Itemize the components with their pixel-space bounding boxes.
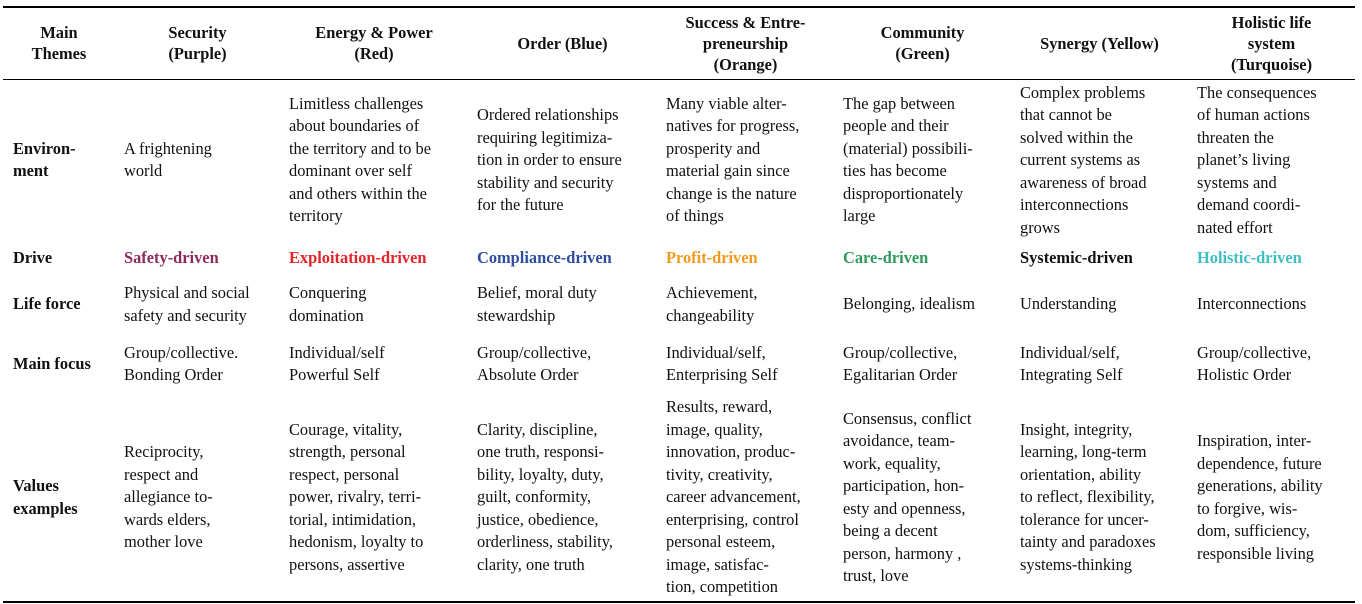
cell-line: (Turquoise) [1230, 54, 1313, 74]
cell-line: the territory and to be [289, 138, 432, 158]
row-label-drive [3, 241, 115, 275]
cell-line: trust, love [843, 566, 909, 585]
cell-line: clarity, one truth [477, 554, 585, 574]
cell-drive-energy [280, 241, 468, 275]
cell-line: (Red) [354, 44, 394, 64]
cell-line: The gap between [843, 93, 955, 113]
cell-line: career advancement, [666, 487, 801, 507]
header-order [468, 7, 657, 79]
cell-line: disproportionately [843, 183, 964, 203]
cell-main-focus-community [834, 334, 1011, 394]
cell-line: Reciprocity, [124, 442, 204, 462]
cell-main-focus-holistic [1188, 334, 1355, 394]
cell-line: Limitless challenges [289, 93, 424, 113]
cell-line: Success & Entre- [685, 12, 806, 32]
cell-environment-holistic [1188, 79, 1355, 241]
header-community [834, 7, 1011, 79]
cell-line: domination [289, 305, 364, 325]
row-label-life-force [3, 275, 115, 334]
cell-line: Bonding Order [124, 365, 223, 384]
cell-values-energy [280, 394, 468, 602]
cell-life-force-synergy [1011, 275, 1188, 334]
cell-line: strength, personal [289, 442, 406, 462]
cell-line: responsible living [1197, 543, 1314, 563]
cell-line: systems and [1197, 172, 1277, 192]
row-values [3, 394, 1355, 602]
cell-line: prosperity and [666, 138, 761, 158]
cell-line: respect, personal [289, 464, 400, 484]
cell-line: torial, intimidation, [289, 509, 417, 529]
cell-line: Themes [31, 44, 87, 64]
cell-line: Group/collective, [477, 342, 592, 362]
cell-line: nated effort [1197, 217, 1273, 237]
cell-line: persons, assertive [289, 554, 405, 574]
cell-line: Profit-driven [666, 247, 758, 267]
cell-line: (Green) [895, 44, 950, 64]
cell-line: guilt, conformity, [477, 487, 592, 507]
cell-line: solved within the [1020, 127, 1133, 147]
cell-line: Order (Blue) [517, 33, 608, 53]
cell-line: Individual/self, [666, 342, 766, 362]
cell-line: being a decent [843, 521, 938, 540]
cell-line: Enterprising Self [666, 365, 778, 384]
cell-line: preneurship [702, 33, 789, 53]
cell-line: Holistic life [1231, 12, 1312, 32]
cell-line: one truth, responsi- [477, 442, 605, 462]
cell-line: Energy & Power [315, 23, 433, 43]
cell-line: Group/collective. [124, 342, 239, 362]
cell-line: Care-driven [843, 247, 929, 267]
cell-line: Integrating Self [1020, 365, 1123, 384]
cell-line: Main focus [13, 353, 91, 373]
cell-values-security [115, 394, 280, 602]
cell-line: (Orange) [713, 54, 778, 74]
cell-line: material gain since [666, 161, 790, 181]
cell-line: large [843, 206, 876, 226]
cell-main-focus-order [468, 334, 657, 394]
cell-line: threaten the [1197, 127, 1274, 147]
cell-line: tainty and paradoxes [1020, 532, 1156, 552]
cell-line: Results, reward, [666, 397, 773, 417]
row-label-values [3, 394, 115, 602]
cell-line: hedonism, loyalty to [289, 532, 424, 552]
cell-line: people and their [843, 116, 949, 136]
themes-table-wrapper [3, 6, 1355, 603]
header-main-themes [3, 7, 115, 79]
cell-line: Safety-driven [124, 247, 219, 267]
cell-line: examples [13, 498, 78, 518]
cell-line: Drive [13, 247, 53, 267]
cell-line: current systems as [1020, 150, 1141, 169]
cell-line: power, rivalry, terri- [289, 487, 422, 507]
cell-line: interconnections [1020, 195, 1129, 214]
cell-line: tivity, creativity, [666, 464, 773, 484]
cell-environment-security [115, 79, 280, 241]
cell-main-focus-energy [280, 334, 468, 394]
cell-line: Synergy (Yellow) [1040, 33, 1159, 53]
cell-line: Life force [13, 294, 81, 314]
header-energy-power [280, 7, 468, 79]
cell-drive-holistic [1188, 241, 1355, 275]
cell-values-holistic [1188, 394, 1355, 602]
cell-line: Courage, vitality, [289, 419, 403, 439]
cell-drive-order [468, 241, 657, 275]
cell-line: system [1247, 33, 1296, 53]
cell-life-force-community [834, 275, 1011, 334]
cell-line: tion in order to ensure [477, 150, 622, 169]
cell-line: change is the nature [666, 183, 797, 203]
cell-line: Egalitarian Order [843, 365, 958, 384]
cell-line: Individual/self [289, 342, 385, 362]
cell-line: Systemic-driven [1020, 247, 1133, 267]
cell-line: Exploitation-driven [289, 247, 427, 267]
cell-life-force-success [657, 275, 834, 334]
cell-line: grows [1020, 217, 1061, 237]
cell-line: Group/collective, [843, 342, 958, 362]
cell-line: wards elders, [124, 509, 211, 529]
row-label-environment [3, 79, 115, 241]
cell-environment-order [468, 79, 657, 241]
cell-line: allegiance to- [124, 487, 213, 507]
cell-drive-synergy [1011, 241, 1188, 275]
cell-line: respect and [124, 464, 199, 484]
cell-line: Holistic-driven [1197, 247, 1302, 267]
cell-line: image, quality, [666, 419, 763, 439]
cell-line: Belonging, idealism [843, 294, 976, 314]
cell-line: Holistic Order [1197, 365, 1292, 384]
cell-line: Physical and social [124, 283, 250, 302]
cell-life-force-order [468, 275, 657, 334]
header-security [115, 7, 280, 79]
value-systems-table [3, 6, 1355, 603]
cell-line: Interconnections [1197, 294, 1307, 314]
cell-line: tion, competition [666, 577, 778, 597]
cell-values-community [834, 394, 1011, 602]
cell-drive-security [115, 241, 280, 275]
row-main-focus [3, 334, 1355, 394]
cell-line: orientation, ability [1020, 464, 1142, 484]
cell-line: Clarity, discipline, [477, 419, 598, 439]
cell-environment-community [834, 79, 1011, 241]
cell-line: world [124, 161, 163, 181]
header-holistic [1188, 7, 1355, 79]
cell-line: A frightening [124, 138, 212, 158]
row-label-main-focus [3, 334, 115, 394]
cell-line: of things [666, 206, 724, 226]
cell-line: awareness of broad [1020, 172, 1147, 192]
cell-line: person, harmony , [843, 543, 962, 563]
cell-line: generations, ability [1197, 476, 1323, 495]
cell-line: (Purple) [168, 44, 227, 64]
cell-line: Values [13, 476, 59, 495]
cell-line: dependence, future [1197, 453, 1322, 473]
cell-line: enterprising, control [666, 509, 799, 529]
cell-line: Understanding [1020, 294, 1117, 314]
cell-line: mother love [124, 532, 203, 552]
cell-line: image, satisfac- [666, 554, 769, 574]
cell-drive-community [834, 241, 1011, 275]
cell-line: and others within the [289, 183, 427, 203]
cell-line: Complex problems [1020, 82, 1146, 102]
cell-line: tolerance for uncer- [1020, 509, 1149, 529]
cell-line: innovation, produc- [666, 442, 796, 462]
cell-line: Powerful Self [289, 365, 380, 384]
cell-line: Inspiration, inter- [1197, 431, 1312, 450]
cell-drive-success [657, 241, 834, 275]
cell-line: bility, loyalty, duty, [477, 464, 604, 484]
cell-line: learning, long-term [1020, 442, 1147, 462]
cell-line: (material) possibili- [843, 138, 973, 158]
cell-line: stewardship [477, 305, 556, 325]
cell-main-focus-security [115, 334, 280, 394]
cell-line: to reflect, flexibility, [1020, 487, 1155, 507]
cell-line: demand coordi- [1197, 195, 1301, 214]
cell-life-force-holistic [1188, 275, 1355, 334]
cell-line: The consequences [1197, 82, 1317, 102]
cell-line: dominant over self [289, 161, 412, 181]
cell-line: Compliance-driven [477, 247, 612, 267]
cell-line: Individual/self, [1020, 342, 1120, 362]
cell-line: stability and security [477, 172, 614, 192]
header-row [3, 7, 1355, 79]
cell-line: Conquering [289, 283, 367, 302]
cell-line: planet’s living [1197, 150, 1291, 169]
cell-line: territory [289, 206, 343, 226]
cell-main-focus-success [657, 334, 834, 394]
cell-line: to forgive, wis- [1197, 498, 1298, 518]
row-environment [3, 79, 1355, 241]
cell-line: natives for progress, [666, 116, 800, 136]
cell-line: Absolute Order [477, 365, 579, 384]
cell-line: Environ- [13, 138, 76, 158]
cell-line: Many viable alter- [666, 93, 787, 113]
cell-values-synergy [1011, 394, 1188, 602]
cell-main-focus-synergy [1011, 334, 1188, 394]
cell-environment-synergy [1011, 79, 1188, 241]
cell-line: safety and security [124, 305, 247, 325]
cell-line: ties has become [843, 161, 947, 181]
cell-line: Ordered relationships [477, 105, 619, 124]
cell-line: Insight, integrity, [1020, 419, 1133, 439]
cell-line: work, equality, [843, 453, 941, 473]
cell-line: esty and openness, [843, 498, 966, 518]
cell-line: personal esteem, [666, 532, 776, 552]
cell-environment-energy [280, 79, 468, 241]
cell-line: Group/collective, [1197, 342, 1312, 362]
cell-line: Consensus, conflict [843, 408, 972, 428]
cell-environment-success [657, 79, 834, 241]
cell-line: Achievement, [666, 283, 758, 302]
cell-line: of human actions [1197, 105, 1310, 124]
cell-line: dom, sufficiency, [1197, 521, 1310, 540]
cell-values-success [657, 394, 834, 602]
row-drive [3, 241, 1355, 275]
cell-line: justice, obedience, [477, 509, 599, 529]
cell-line: requiring legitimiza- [477, 127, 613, 147]
cell-line: about boundaries of [289, 116, 420, 136]
header-success [657, 7, 834, 79]
cell-line: that cannot be [1020, 105, 1112, 124]
cell-line: participation, hon- [843, 476, 965, 495]
cell-line: changeability [666, 305, 755, 325]
cell-line: Community [880, 23, 965, 43]
header-synergy [1011, 7, 1188, 79]
cell-line: for the future [477, 195, 564, 214]
cell-line: ment [13, 161, 49, 181]
cell-line: systems-thinking [1020, 554, 1133, 574]
row-life-force [3, 275, 1355, 334]
cell-line: Belief, moral duty [477, 283, 597, 302]
cell-line: Security [168, 23, 227, 43]
cell-line: Main [40, 23, 78, 43]
cell-line: avoidance, team- [843, 431, 955, 450]
cell-line: orderliness, stability, [477, 532, 613, 552]
cell-life-force-energy [280, 275, 468, 334]
cell-life-force-security [115, 275, 280, 334]
cell-values-order [468, 394, 657, 602]
